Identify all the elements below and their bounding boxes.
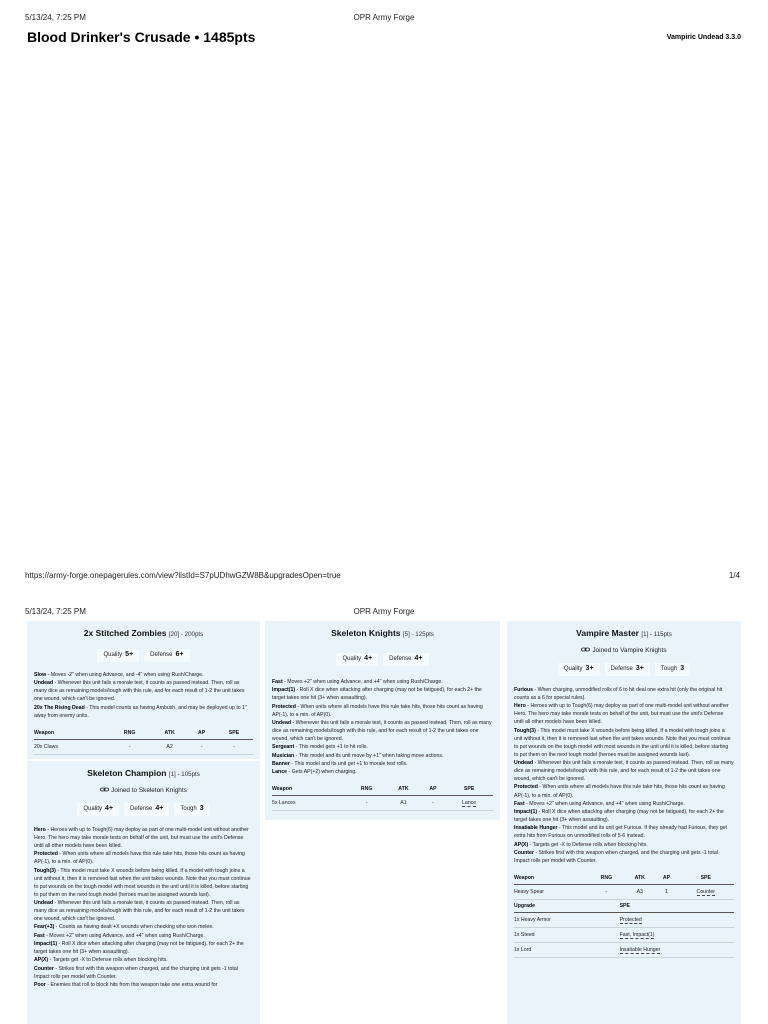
rule-text: - Moves +2" when using Advance, and +4" when using Rush/Charge. [524, 800, 685, 807]
column-header: Weapon [272, 783, 347, 796]
upgrade-row [514, 913, 734, 928]
rule-entry [514, 702, 734, 726]
table-cell [514, 943, 620, 958]
rule-entry [514, 686, 734, 702]
cell-text: 1x Lord [514, 947, 532, 954]
unit-header [507, 621, 741, 640]
rule-name: Undead [34, 900, 54, 907]
tough-stat: Tough 3 [655, 663, 690, 676]
table-cell [620, 943, 734, 958]
page-number: 1/4 [728, 571, 740, 580]
rule-name: Slow [34, 672, 47, 679]
rule-entry [34, 940, 253, 956]
table-cell [347, 796, 386, 811]
rule-text: - Whenever this unit fails a morale test, it counts as passed instead. Then, roll as many dice as remaining models/tough with this rule, and for each result of 1-2 the unit takes one wound, which can't be ignored. [34, 680, 245, 703]
rule-name: Hero [514, 703, 526, 710]
table-cell [678, 885, 734, 900]
rule-name: Tough(3) [514, 727, 536, 734]
unit-header [265, 621, 500, 640]
rule-entry [34, 704, 253, 720]
rules-list [265, 678, 500, 776]
rule-name: Impact(1) [272, 687, 296, 694]
quality-stat: Quality 5+ [97, 649, 139, 662]
column-header: AP [421, 783, 445, 796]
rule-entry [272, 719, 493, 743]
rule-entry [514, 800, 734, 808]
table-cell [620, 913, 734, 928]
rule-entry [272, 703, 493, 719]
quality-stat: Quality 4+ [77, 803, 119, 816]
cell-text: 5x Lances [272, 800, 296, 807]
rule-entry [514, 727, 734, 759]
table-cell [108, 739, 150, 754]
rule-entry [514, 783, 734, 799]
rule-text: - This model and its unit get +1 to morale test rolls. [289, 760, 408, 767]
rule-text: - Counts as having dealt +X wounds when checking who won melee. [54, 924, 214, 931]
rule-text: - When units where all models have this rule take hits, those hits count as having AP(-1), to a min. of AP(0). [34, 851, 245, 866]
rule-text: - Heroes with up to Tough(6) may deploy as part of one multi-model unit without another Hero. The hero may take morale tests on behalf of the unit, but must use the unit's Defense until all other models have been killed. [34, 826, 249, 850]
unit-stats [507, 663, 741, 676]
table-cell [655, 885, 677, 900]
cell-text: - [233, 743, 235, 750]
table-cell [445, 796, 493, 811]
column-header: AP [655, 872, 677, 885]
column-header: Weapon [514, 872, 589, 885]
unit-name: Skeleton Champion [87, 768, 167, 778]
rule-name: Undead [514, 760, 534, 767]
cell-text: - [605, 889, 608, 896]
cell-text: Protected [619, 917, 642, 924]
column-header: RNG [589, 872, 624, 885]
rule-entry [34, 923, 253, 931]
column-header: RNG [347, 783, 386, 796]
unit-name: 2x Stitched Zombies [83, 628, 167, 638]
weapons-table [34, 727, 253, 755]
rule-entry [34, 899, 253, 923]
rule-name: Protected [272, 703, 296, 710]
rule-text: - Moves -2" when using Advance, and -4" when using Rush/Charge. [46, 672, 204, 679]
joined-to-label: Joined to Skeleton Knights [27, 786, 260, 796]
cell-text: - [365, 800, 368, 807]
rule-text: - This model counts as having Ambush, and may be deployed up to 1" away from enemy units. [34, 704, 247, 719]
print-datetime: 5/13/24, 7:25 PM [25, 13, 86, 22]
defense-stat: Defense 4+ [124, 803, 169, 816]
rule-text: - Gets AP(+2) when charging. [287, 769, 357, 776]
faction-version: Vampiric Undead 3.3.0 [666, 34, 741, 41]
rules-list [27, 826, 260, 989]
cell-text: Heavy Spear [514, 889, 544, 896]
rule-name: Banner [272, 760, 290, 767]
cell-text: A2 [166, 743, 173, 750]
rule-name: AP(X) [514, 841, 529, 848]
table-cell [215, 739, 253, 754]
print-app-name: OPR Army Forge [353, 607, 415, 616]
rule-text: - Enemies that roll to block hits from this weapon take one extra wound for [45, 981, 218, 988]
column-header: AP [188, 727, 214, 740]
unit-card-stitched-zombies [27, 621, 260, 759]
rule-entry [272, 768, 493, 776]
rule-text: - Whenever this unit fails a morale test, it counts as passed instead. Then, roll as many dice as remaining models/tough with this rule, and for each result of 1-2 the unit takes one wound, which can't be ignored. [34, 900, 245, 923]
rule-entry [34, 671, 253, 679]
rule-entry [34, 932, 253, 940]
rule-text: - Strikes first with this weapon when charged, and the charging unit gets -1 total Impact rolls per model with Counter. [514, 849, 718, 864]
table-cell [620, 928, 734, 943]
rule-entry [272, 760, 493, 768]
table-header-row [34, 727, 253, 740]
rule-text: - Moves +2" when using Advance, and +4" when using Rush/Charge. [282, 679, 443, 686]
upgrades-table [514, 900, 734, 958]
rule-name: AP(X) [34, 957, 49, 964]
rule-entry [34, 981, 253, 989]
weapons-table [514, 872, 734, 900]
table-header-row [514, 872, 734, 885]
column-header: SPE [620, 900, 734, 913]
rule-text: - Whenever this unit fails a morale test, it counts as passed instead. Then, roll as many dice as remaining models/tough with this rule, and for each result of 1-2 the unit takes one wound, which can't be ignored. [272, 719, 492, 743]
print-datetime: 5/13/24, 7:25 PM [25, 607, 86, 616]
table-cell [514, 885, 589, 900]
rule-entry [34, 867, 253, 899]
army-title: Blood Drinker's Crusade • 1485pts [27, 29, 256, 45]
print-footer [0, 571, 768, 585]
rule-name: Undead [34, 680, 54, 687]
rule-text: - This model must take X wounds before being killed. If a model with tough joins a unit without it, then it is removed last when the unit takes wounds. Note that you must continue to put wounds on the tough model with most wounds in the unit until it is killed, before starting to put them on the next tough model (heroes must be assigned wounds last). [34, 867, 251, 898]
rule-name: Furious [514, 686, 534, 693]
rule-name: Insatiable Hunger [514, 825, 558, 832]
rule-entry [514, 808, 734, 824]
defense-stat: Defense 4+ [383, 653, 428, 666]
cell-text: - [432, 800, 434, 807]
print-url: https://army-forge.onepagerules.com/view?listId=S7pUDhwGZW8B&upgradesOpen=true [25, 571, 341, 580]
cell-text: Counter [696, 889, 715, 896]
cell-text: - [128, 743, 131, 750]
defense-stat: Defense 3+ [605, 663, 650, 676]
weapon-row [514, 885, 734, 900]
unit-card-skeleton-knights [265, 621, 500, 820]
rule-text: - Moves +2" when using Advance, and +4" when using Rush/Charge. [44, 932, 205, 939]
unit-meta: [5] - 125pts [402, 631, 434, 638]
rule-name: Fast [34, 932, 45, 939]
rule-name: Poor [34, 981, 46, 988]
rule-name: 20x The Rising Dead [34, 704, 85, 711]
upgrade-row [514, 928, 734, 943]
unit-meta: [20] - 200pts [168, 631, 204, 638]
rule-text: - Targets get -X to Defense rolls when blocking hits. [528, 841, 648, 848]
unit-name: Skeleton Knights [331, 628, 401, 638]
rule-text: - Heroes with up to Tough(6) may deploy as part of one multi-model unit without another Hero. The hero may take morale tests on behalf of the unit, but must use the unit's Defense until all other models have been killed. [514, 703, 729, 726]
rule-name: Tough(3) [34, 867, 56, 874]
rule-entry [514, 759, 734, 783]
weapons-table [272, 783, 493, 811]
rule-name: Hero [34, 826, 46, 833]
quality-stat: Quality 4+ [336, 653, 378, 666]
tough-stat: Tough 3 [174, 803, 209, 816]
rule-text: - When charging, unmodified rolls of 6 to hit deal one extra hit (only the original hit counts as a 6 for special rules). [514, 686, 723, 701]
cell-text: A3 [636, 889, 643, 896]
cell-text: 1x Steed [514, 932, 535, 939]
rule-name: Protected [514, 784, 538, 791]
rule-text: - Targets get -X to Defense rolls when blocking hits. [48, 957, 168, 964]
rule-entry [514, 824, 734, 840]
column-header: RNG [108, 727, 150, 740]
unit-name: Vampire Master [576, 628, 639, 638]
rule-name: Counter [34, 965, 54, 972]
table-cell [624, 885, 655, 900]
rule-entry [34, 850, 253, 866]
table-cell [151, 739, 189, 754]
cell-text: 20x Claws [34, 743, 58, 750]
table-header-row [272, 783, 493, 796]
rule-entry [34, 956, 253, 964]
column-header: SPE [678, 872, 734, 885]
unit-stats [27, 803, 260, 816]
rule-name: Lance [272, 769, 287, 776]
unit-stats [265, 653, 500, 666]
table-header-row [514, 900, 734, 913]
unit-card-vampire-master [507, 621, 741, 1024]
unit-meta: [1] - 115pts [641, 631, 672, 638]
rule-name: Counter [514, 849, 534, 856]
cell-text: Fast, Impact(1) [619, 932, 655, 939]
rule-entry [272, 686, 493, 702]
upgrade-row [514, 943, 734, 958]
rule-text: - This model and its unit get Furious. If they already had Furious, they get extra hits from Furious on unmodified rolls of 5-6 instead. [514, 825, 727, 840]
link-icon [100, 787, 109, 792]
rule-text: - Roll X dice when attacking after charging (may not be fatigued), for each 2+ the target takes one hit (3+ when assaulting). [514, 809, 724, 824]
rule-name: Protected [34, 851, 58, 858]
table-cell [386, 796, 421, 811]
print-header [0, 13, 768, 27]
table-cell [589, 885, 624, 900]
rule-text: - When units where all models have this rule take hits, those hits count as having AP(-1), to a min. of AP(0). [514, 784, 725, 799]
column-header: SPE [445, 783, 493, 796]
rule-name: Musician [272, 752, 295, 759]
rule-name: Fear(+3) [34, 924, 55, 931]
column-header: ATK [624, 872, 655, 885]
column-header: Upgrade [514, 900, 620, 913]
unit-header [27, 761, 260, 780]
rule-name: Fast [272, 679, 283, 686]
table-cell [514, 928, 620, 943]
joined-to-label: Joined to Vampire Knights [507, 646, 741, 656]
table-cell [34, 739, 108, 754]
rule-entry [272, 678, 493, 686]
cell-text: A1 [400, 800, 407, 807]
rule-text: - Strikes first with this weapon when charged, and the charging unit gets -1 total Impact rolls per model with Counter. [34, 965, 238, 980]
cell-text: Lance [462, 800, 477, 807]
rule-text: - Whenever this unit fails a morale test, it counts as passed instead. Then, roll as many dice as remaining models/tough with this rule, and for each result of 1-2 the unit takes one wound, which can't be ignored. [514, 760, 734, 783]
rule-entry [272, 752, 493, 760]
unit-header [27, 621, 260, 640]
rule-entry [272, 743, 493, 751]
rule-text: - When units where all models have this rule take hits, those hits count as having AP(-1), to a min. of AP(0). [272, 703, 483, 718]
rule-name: Undead [272, 719, 292, 726]
table-cell [188, 739, 214, 754]
cell-text: - [200, 743, 203, 750]
cell-text: 1 [665, 889, 668, 896]
table-cell [421, 796, 445, 811]
rule-entry [514, 849, 734, 865]
column-header: ATK [386, 783, 421, 796]
quality-stat: Quality 3+ [558, 663, 600, 676]
column-header: Weapon [34, 727, 108, 740]
rule-name: Impact(1) [514, 809, 538, 815]
cell-text: 1x Heavy Armor [514, 917, 551, 924]
print-app-name: OPR Army Forge [353, 13, 415, 22]
unit-card-skeleton-champion [27, 761, 260, 1024]
rules-list [507, 686, 741, 865]
defense-stat: Defense 6+ [144, 649, 189, 662]
rule-entry [34, 679, 253, 703]
table-cell [514, 913, 620, 928]
cell-text: Insatiable Hunger [619, 947, 661, 954]
column-header: ATK [151, 727, 189, 740]
print-header-page-2 [0, 607, 768, 621]
unit-meta: [1] - 105pts [168, 771, 200, 778]
rule-text: - This model and its unit move by +1" when taking move actions. [294, 752, 444, 759]
unit-stats [27, 649, 260, 662]
rule-text: - Roll X dice when attacking after charging (may not be fatigued), for each 2+ the target takes one hit (3+ when assaulting). [34, 940, 244, 955]
rule-text: - This model must take X wounds before being killed. If a model with tough joins a unit without it, then it is removed last when the unit takes wounds. Note that you must continue to put wounds on the tough model with most wounds in the unit until it is killed, before starting to put them on the next tough model (heroes must be assigned wounds last). [514, 727, 731, 758]
column-header: SPE [215, 727, 253, 740]
link-icon [581, 647, 590, 652]
rule-name: Sergeant [272, 744, 295, 751]
rule-entry [34, 965, 253, 981]
rules-list [27, 671, 260, 720]
rule-entry [514, 841, 734, 849]
rule-text: - This model gets +1 to hit rolls. [294, 744, 368, 751]
table-cell [272, 796, 347, 811]
weapon-row [34, 739, 253, 754]
rule-text: - Roll X dice when attacking after charging (may not be fatigued), for each 2+ the target takes one hit (3+ when assaulting). [272, 687, 482, 702]
rule-name: Fast [514, 800, 525, 807]
rule-entry [34, 826, 253, 850]
rule-name: Impact(1) [34, 940, 58, 947]
weapon-row [272, 796, 493, 811]
